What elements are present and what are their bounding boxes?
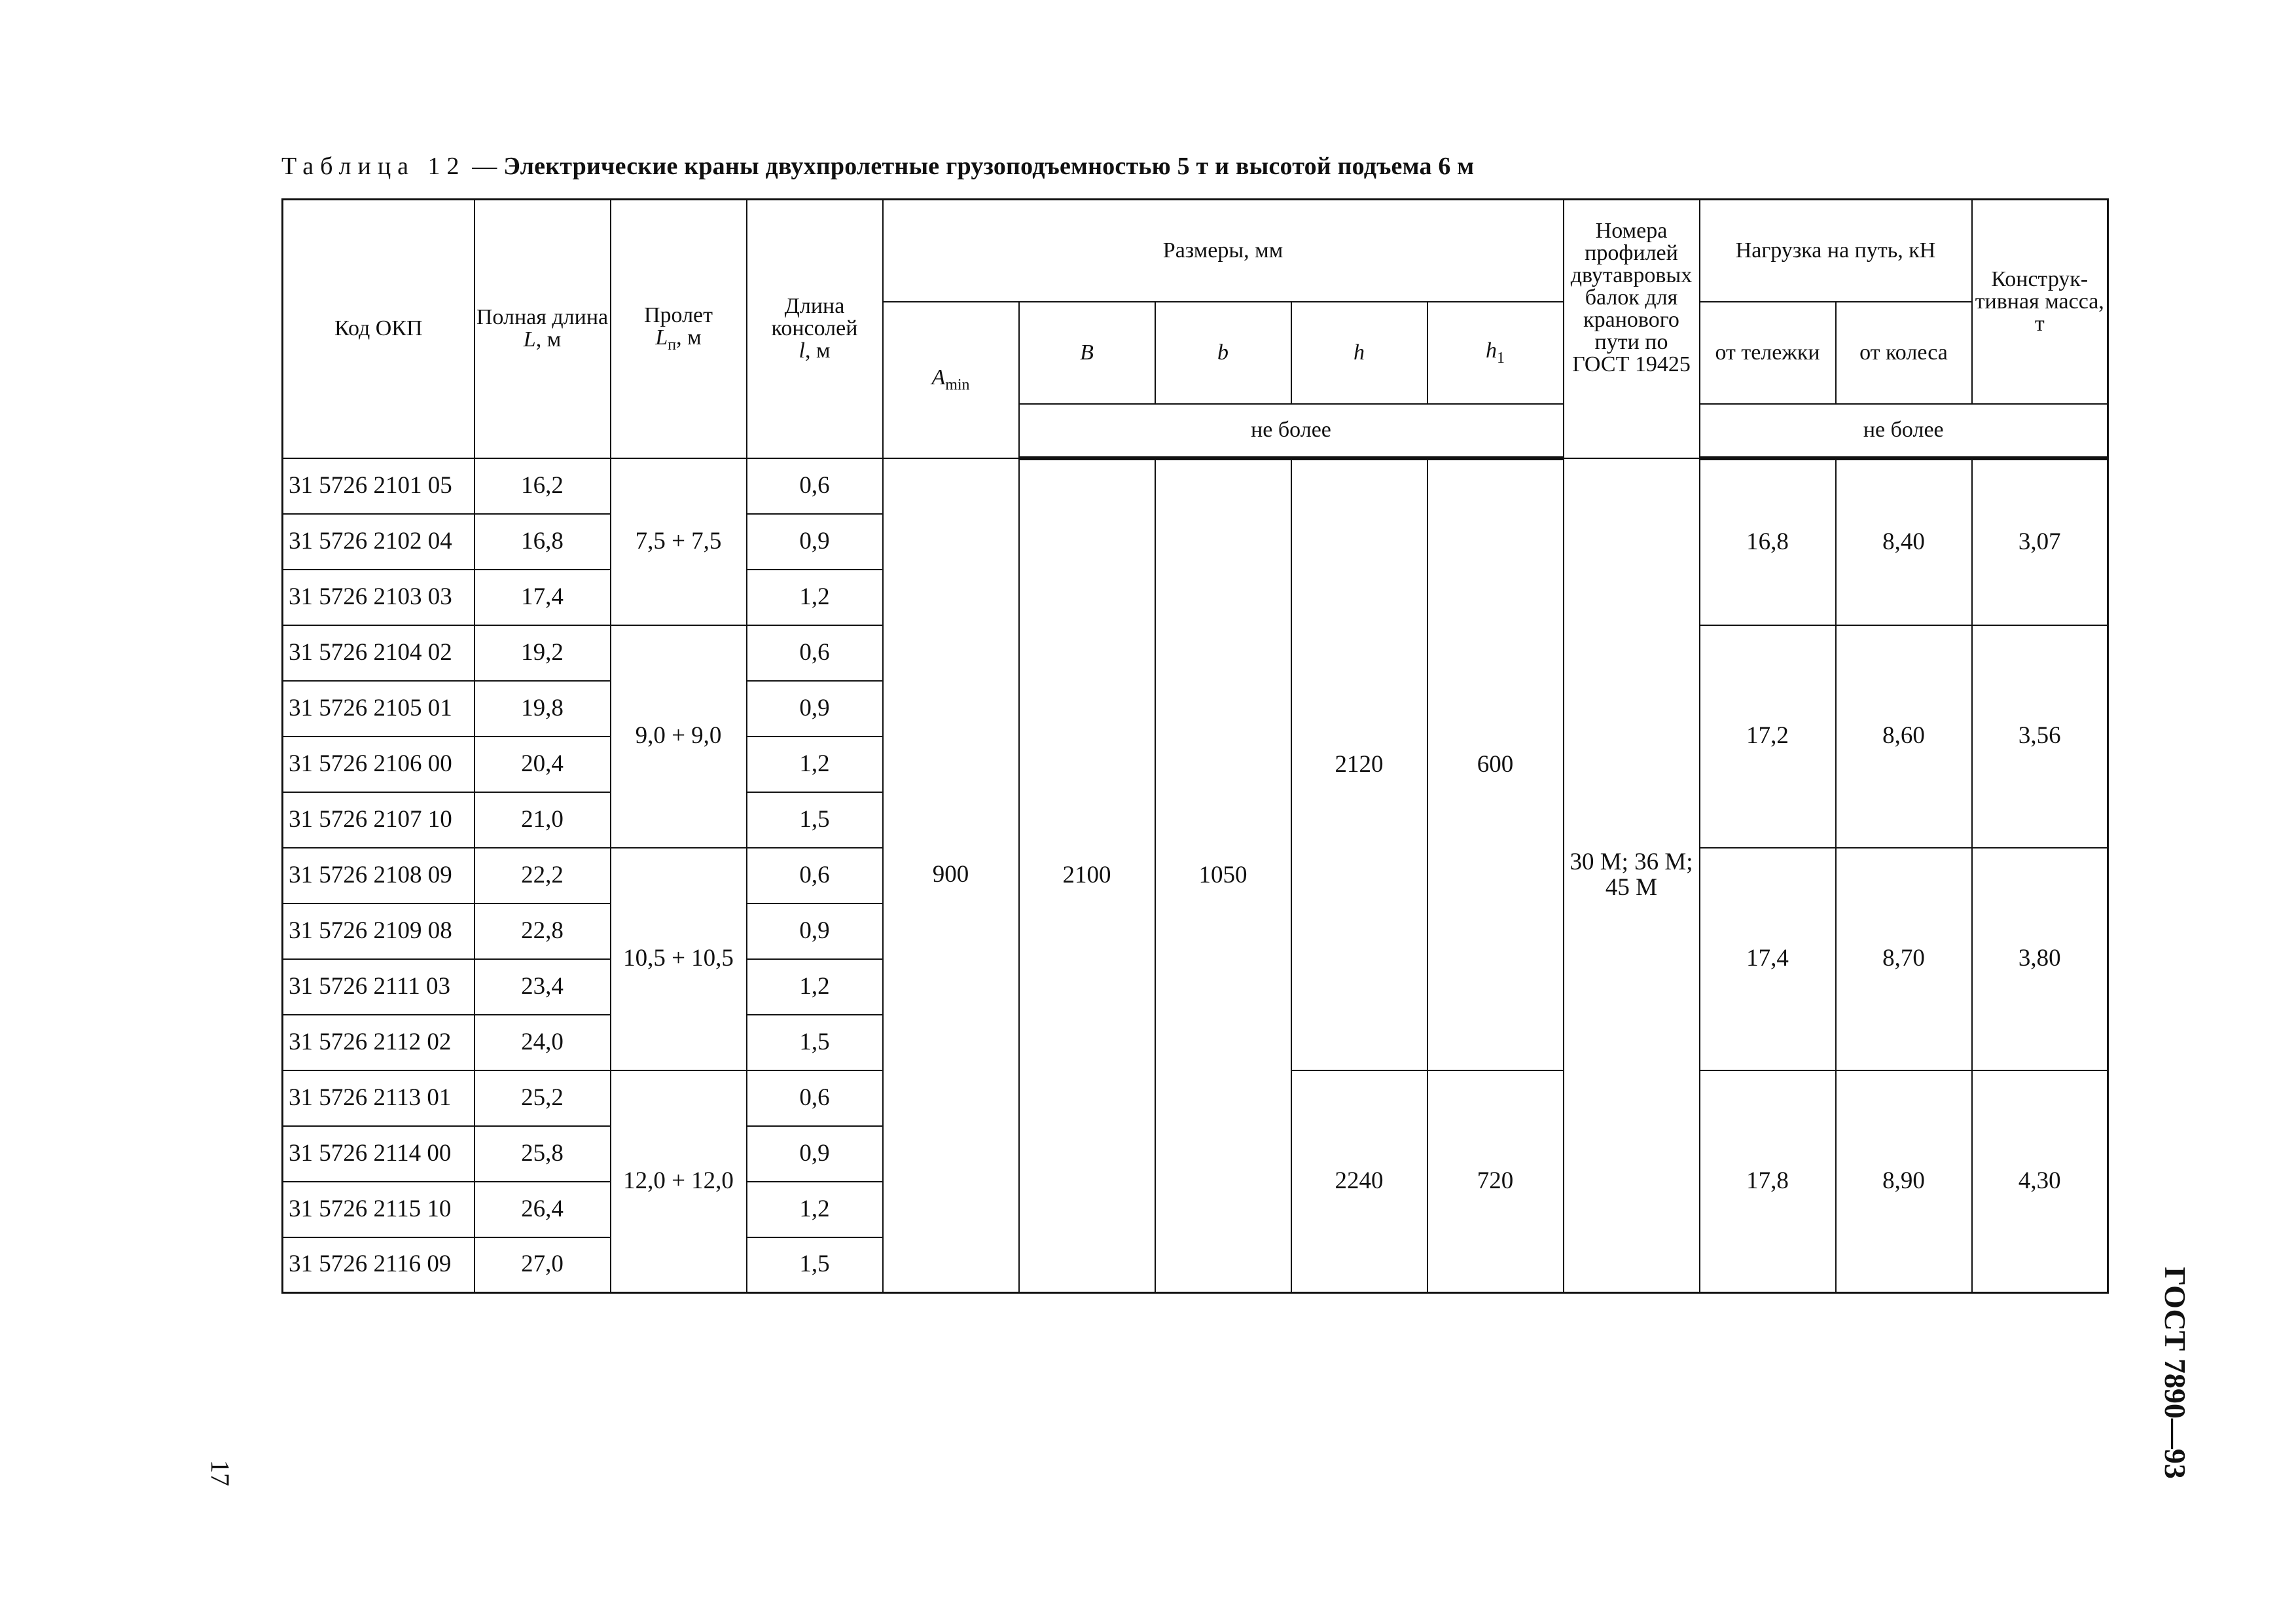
cell-length: 22,2 xyxy=(475,848,611,903)
cell-load-wheel: 8,60 xyxy=(1836,625,1972,848)
cell-code: 31 5726 2104 02 xyxy=(283,625,475,681)
cell-length: 26,4 xyxy=(475,1182,611,1237)
cell-b-lower: 1050 xyxy=(1155,458,1291,1293)
cell-mass: 3,07 xyxy=(1972,458,2108,625)
cell-code: 31 5726 2109 08 xyxy=(283,903,475,959)
cell-profiles: 30 М; 36 М; 45 М xyxy=(1564,458,1700,1293)
table-caption xyxy=(281,152,1474,181)
cell-span: 9,0 + 9,0 xyxy=(611,625,747,848)
cell-code: 31 5726 2116 09 xyxy=(283,1237,475,1293)
page-number: 17 xyxy=(206,1460,235,1486)
caption-label: Таблица 12 xyxy=(281,153,466,180)
cell-span: 10,5 + 10,5 xyxy=(611,848,747,1070)
header-a-min-subscript: min xyxy=(945,376,970,393)
cell-console: 0,9 xyxy=(747,514,883,570)
cell-console: 0,9 xyxy=(747,1126,883,1182)
cell-console: 0,6 xyxy=(747,1070,883,1126)
header-span-unit: , м xyxy=(676,325,702,350)
cell-length: 25,8 xyxy=(475,1126,611,1182)
cell-length: 21,0 xyxy=(475,792,611,848)
cell-console: 0,9 xyxy=(747,681,883,737)
caption-title: Электрические краны двухпролетные грузоподъемностью 5 т и высотой подъема 6 м xyxy=(503,153,1475,180)
header-h: h xyxy=(1291,302,1427,404)
header-h1-symbol: h xyxy=(1486,338,1497,363)
cell-h: 2120 xyxy=(1291,458,1427,1070)
cell-code: 31 5726 2108 09 xyxy=(283,848,475,903)
cell-console: 1,2 xyxy=(747,570,883,625)
cell-code: 31 5726 2102 04 xyxy=(283,514,475,570)
cell-load-trolley: 16,8 xyxy=(1700,458,1836,625)
header-span-subscript: п xyxy=(668,337,677,354)
header-full-length-unit: , м xyxy=(535,327,562,352)
cell-length: 25,2 xyxy=(475,1070,611,1126)
cell-b-upper: 2100 xyxy=(1019,458,1155,1293)
header-b-upper: B xyxy=(1019,302,1155,404)
cell-length: 22,8 xyxy=(475,903,611,959)
cell-code: 31 5726 2115 10 xyxy=(283,1182,475,1237)
cell-code: 31 5726 2105 01 xyxy=(283,681,475,737)
cell-load-trolley: 17,8 xyxy=(1700,1070,1836,1293)
header-not-more-sizes: не более xyxy=(1019,404,1564,458)
cell-console: 1,5 xyxy=(747,792,883,848)
cell-code: 31 5726 2113 01 xyxy=(283,1070,475,1126)
cell-console: 0,6 xyxy=(747,458,883,514)
cell-load-wheel: 8,90 xyxy=(1836,1070,1972,1293)
cell-length: 17,4 xyxy=(475,570,611,625)
cell-mass: 3,80 xyxy=(1972,848,2108,1070)
header-profiles: Номера профилей двутавровых балок для кранового пути по ГОСТ 19425 xyxy=(1564,200,1700,458)
cell-length: 16,2 xyxy=(475,458,611,514)
caption-dash: — xyxy=(465,153,504,180)
cell-length: 19,2 xyxy=(475,625,611,681)
header-sizes: Размеры, мм xyxy=(883,200,1564,302)
cell-length: 20,4 xyxy=(475,737,611,792)
cell-console: 1,5 xyxy=(747,1015,883,1070)
cell-code: 31 5726 2101 05 xyxy=(283,458,475,514)
cell-length: 16,8 xyxy=(475,514,611,570)
cell-code: 31 5726 2112 02 xyxy=(283,1015,475,1070)
cell-length: 19,8 xyxy=(475,681,611,737)
header-mass: Конструк-тивная масса, т xyxy=(1972,200,2108,404)
cell-h: 2240 xyxy=(1291,1070,1427,1293)
cell-span: 12,0 + 12,0 xyxy=(611,1070,747,1293)
cell-length: 24,0 xyxy=(475,1015,611,1070)
header-span-text: Пролет xyxy=(643,303,713,328)
header-load-wheel: от колеса xyxy=(1836,302,1972,404)
cell-length: 23,4 xyxy=(475,959,611,1015)
cranes-table xyxy=(281,198,2109,1294)
header-console-unit: , м xyxy=(804,338,831,363)
cell-code: 31 5726 2107 10 xyxy=(283,792,475,848)
cell-load-wheel: 8,70 xyxy=(1836,848,1972,1070)
cell-span: 7,5 + 7,5 xyxy=(611,458,747,625)
header-b-lower: b xyxy=(1155,302,1291,404)
header-full-length xyxy=(475,200,611,458)
header-span xyxy=(611,200,747,458)
header-not-more-load: не более xyxy=(1700,404,2108,458)
cell-console: 0,6 xyxy=(747,848,883,903)
header-code: Код ОКП xyxy=(283,200,475,458)
header-a-min xyxy=(883,302,1019,458)
cell-load-wheel: 8,40 xyxy=(1836,458,1972,625)
cell-load-trolley: 17,2 xyxy=(1700,625,1836,848)
header-load-trolley: от тележки xyxy=(1700,302,1836,404)
cell-code: 31 5726 2111 03 xyxy=(283,959,475,1015)
cell-code: 31 5726 2114 00 xyxy=(283,1126,475,1182)
header-console-length xyxy=(747,200,883,458)
cell-h1: 720 xyxy=(1427,1070,1564,1293)
cell-console: 1,2 xyxy=(747,737,883,792)
header-full-length-text: Полная длина xyxy=(476,305,609,330)
cell-console: 1,5 xyxy=(747,1237,883,1293)
header-span-symbol: L xyxy=(655,325,668,350)
header-load: Нагрузка на путь, кН xyxy=(1700,200,1972,302)
cell-console: 1,2 xyxy=(747,959,883,1015)
header-h1 xyxy=(1427,302,1564,404)
cell-console: 1,2 xyxy=(747,1182,883,1237)
cell-console: 0,6 xyxy=(747,625,883,681)
cell-console: 0,9 xyxy=(747,903,883,959)
cell-code: 31 5726 2103 03 xyxy=(283,570,475,625)
cell-h1: 600 xyxy=(1427,458,1564,1070)
header-h1-subscript: 1 xyxy=(1497,349,1505,367)
cell-load-trolley: 17,4 xyxy=(1700,848,1836,1070)
cell-code: 31 5726 2106 00 xyxy=(283,737,475,792)
cell-mass: 4,30 xyxy=(1972,1070,2108,1293)
header-console-text: Длина консолей xyxy=(771,294,858,341)
cell-mass: 3,56 xyxy=(1972,625,2108,848)
cell-a-min: 900 xyxy=(883,458,1019,1293)
header-a-min-symbol: A xyxy=(931,365,946,390)
cell-length: 27,0 xyxy=(475,1237,611,1293)
header-full-length-symbol: L xyxy=(523,327,536,352)
header-console-symbol: l xyxy=(798,338,805,363)
standard-label: ГОСТ 7890—93 xyxy=(2159,1267,2192,1479)
